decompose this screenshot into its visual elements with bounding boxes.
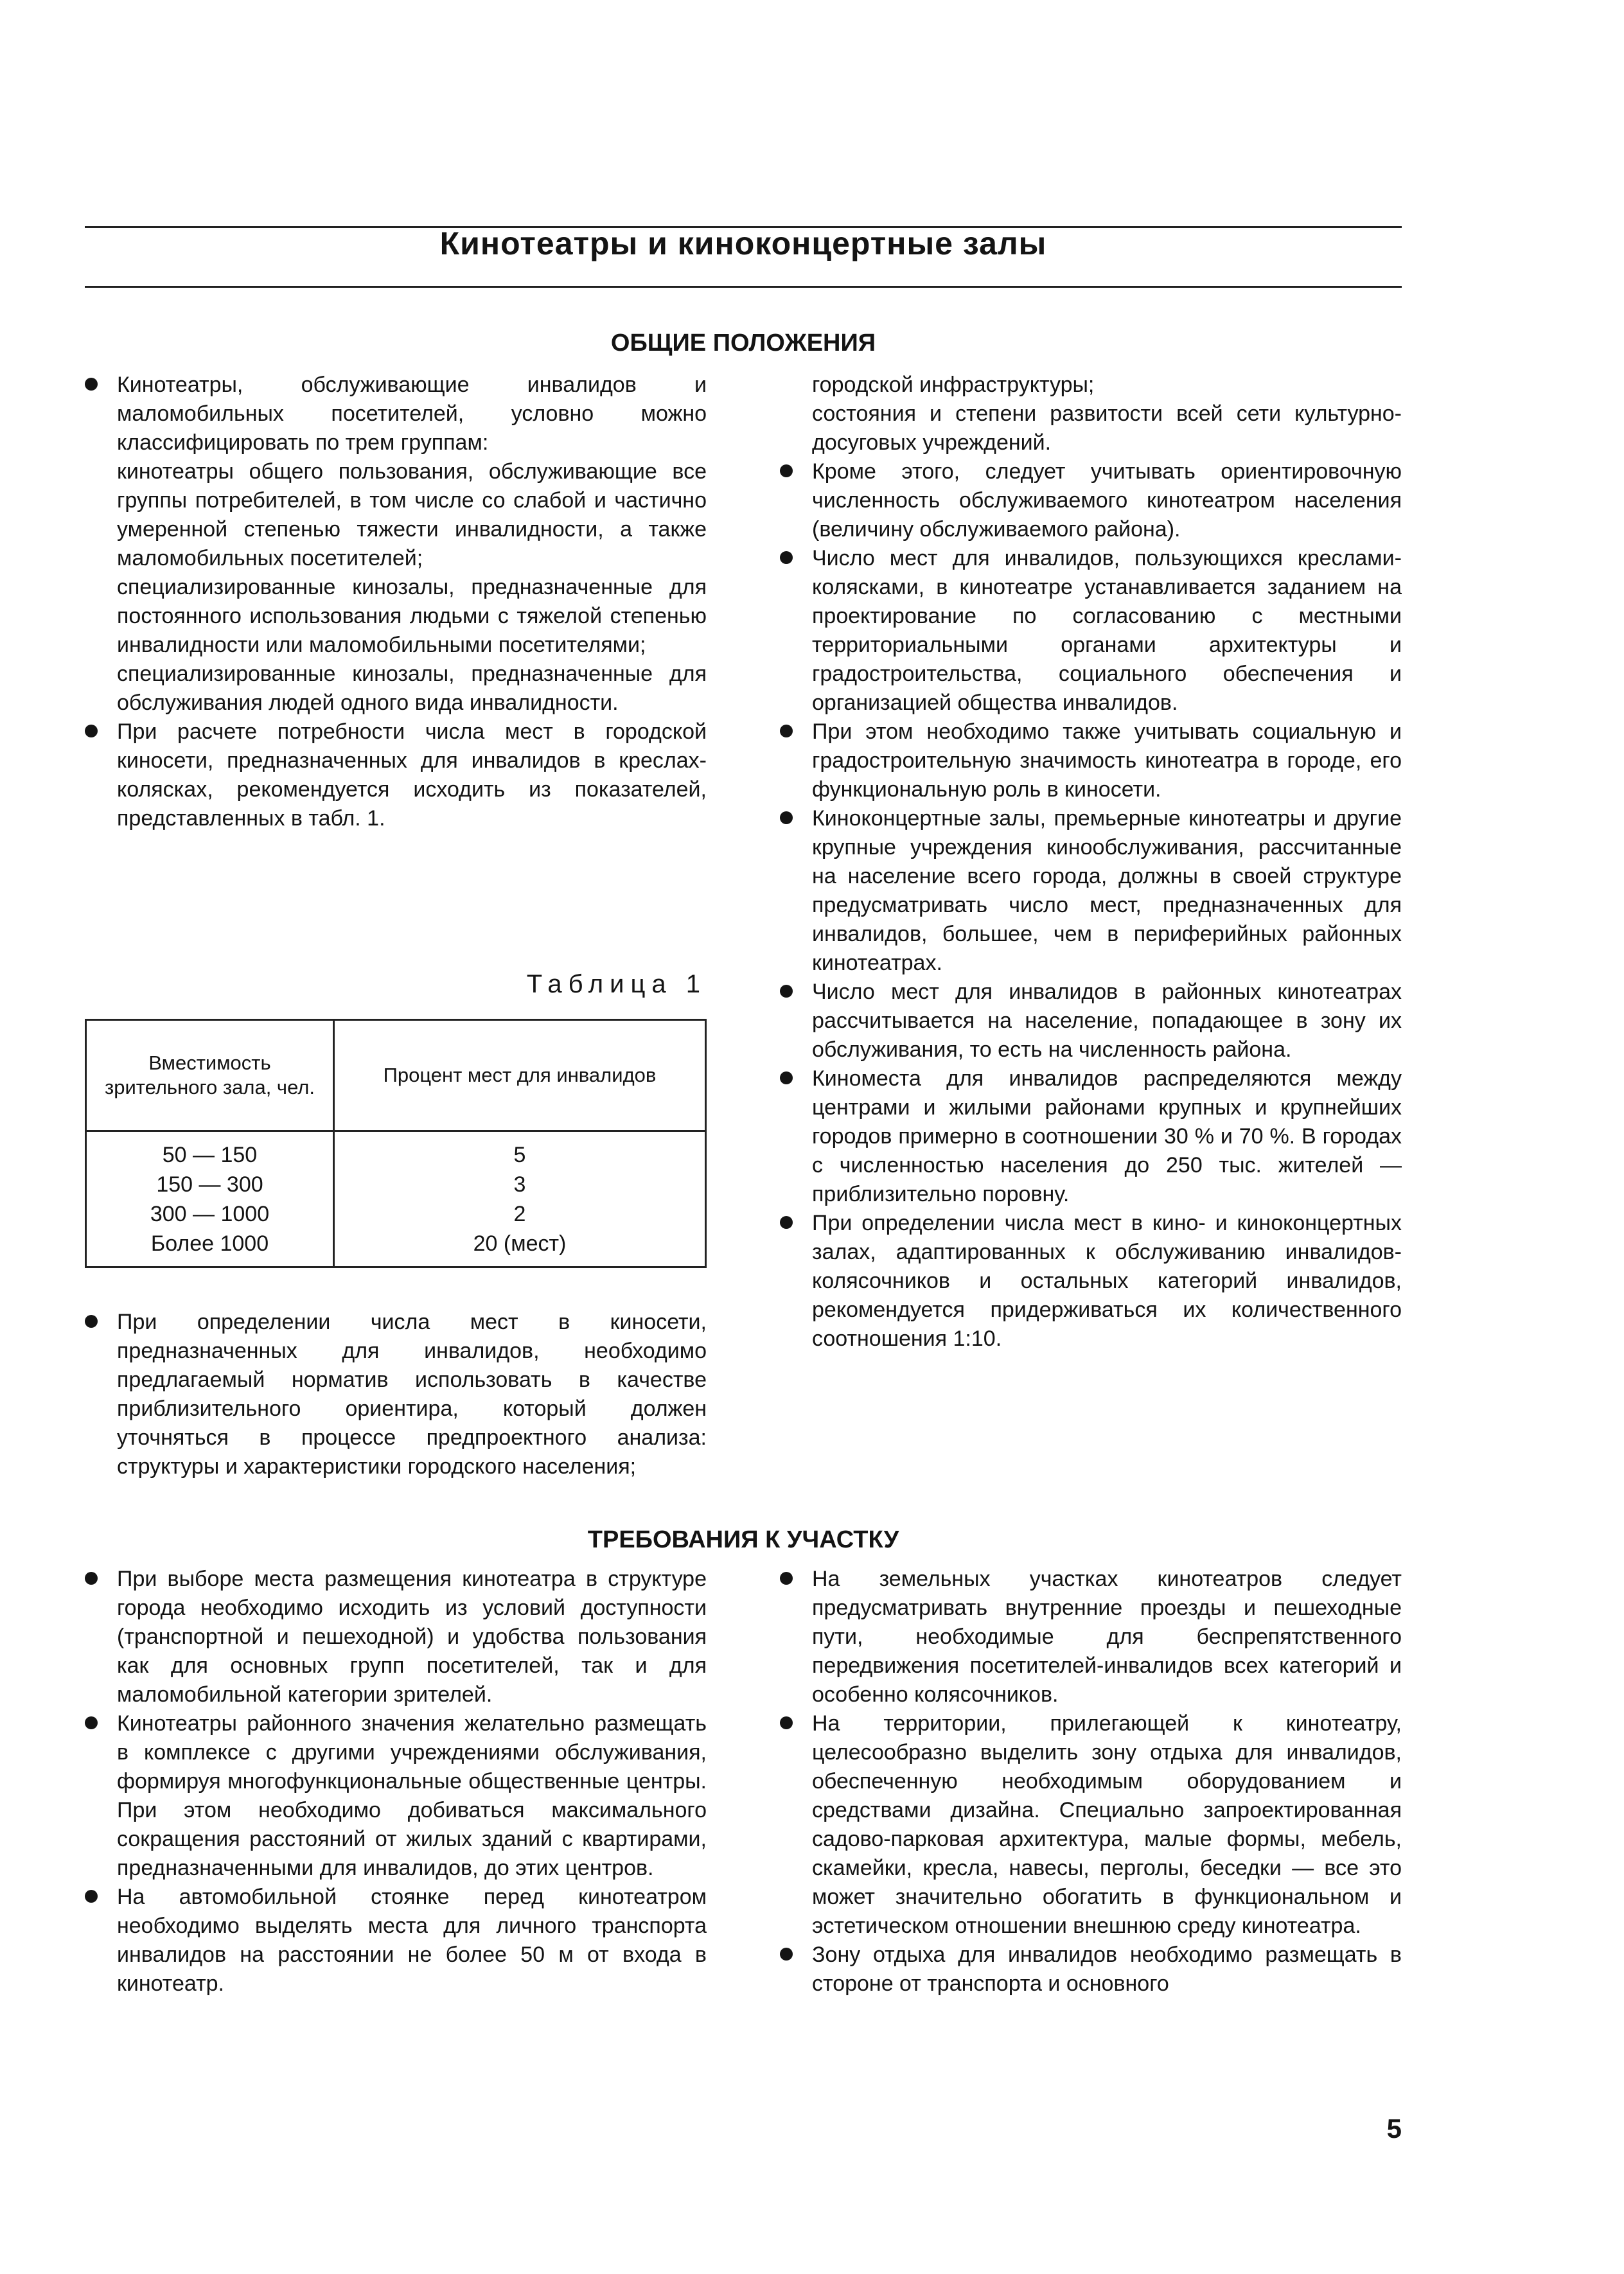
page-number: 5 xyxy=(1386,2113,1402,2144)
section-heading-site: ТРЕБОВАНИЯ К УЧАСТКУ xyxy=(587,1526,899,1553)
paragraph-text: При определении числа мест в киносети, предназначенных для инвалидов, необходимо предлагаемый норматив использовать в качестве приблизительного ориентира, который должен уточняться в процессе предпроектного анализа: структуры и характеристики городского населения; xyxy=(117,1310,707,1479)
bullet-paragraph xyxy=(780,1709,1402,1941)
bullet-icon xyxy=(780,811,793,824)
bullet-paragraph xyxy=(780,804,1402,978)
paragraph-text: Кроме этого, следует учитывать ориентировочную численность обслуживаемого кинотеатром населения (величину обслуживаемого района). xyxy=(812,459,1402,542)
table-cell-value: 3 xyxy=(513,1172,526,1197)
bullet-icon xyxy=(780,1716,793,1729)
bullet-paragraph xyxy=(780,544,1402,718)
bullet-paragraph xyxy=(780,1064,1402,1209)
table-percent-cell xyxy=(334,1131,706,1267)
bullet-icon xyxy=(780,985,793,998)
paragraph-text: состояния и степени развитости всей сети культурно-досуговых учреждений. xyxy=(812,401,1402,455)
bullet-paragraph xyxy=(780,1209,1402,1353)
paragraph-text: На земельных участках кинотеатров следует предусматривать внутренние проезды и пешеходные пути, необходимые для беспрепятственного передвижения посетителей-инвалидов всех категорий и особенно колясочников. xyxy=(812,1567,1402,1707)
paragraph-text: Число мест для инвалидов, пользующихся креслами-колясками, в кинотеатре устанавливается заданием на проектирование по согласованию с местными территориальными органами архитектуры и градостроительства, социального обеспечения и организацией общества инвалидов. xyxy=(812,546,1402,715)
paragraph-text: Число мест для инвалидов в районных кинотеатрах рассчитывается на население, попадающее в зону их обслуживания, то есть на численность района. xyxy=(812,980,1402,1062)
paragraph xyxy=(85,660,707,718)
paragraph xyxy=(85,457,707,573)
paragraph-text: Зону отдыха для инвалидов необходимо размещать в стороне от транспорта и основного xyxy=(812,1943,1402,1996)
section1-left-after-table xyxy=(85,1308,707,1481)
bullet-paragraph xyxy=(85,1883,707,1998)
bullet-paragraph xyxy=(85,1565,707,1709)
table-header-capacity: Вместимость зрительного зала, чел. xyxy=(86,1020,334,1131)
paragraph-text: На автомобильной стоянке перед кинотеатром необходимо выделять места для личного транспорта инвалидов на расстоянии не более 50 м от входа в кинотеатр. xyxy=(117,1885,707,1996)
capacity-table xyxy=(85,1019,707,1268)
bullet-icon xyxy=(780,725,793,737)
bullet-icon xyxy=(85,378,98,391)
section2-left-column xyxy=(85,1565,707,1998)
paragraph-text: При определении числа мест в кино- и киноконцертных залах, адаптированных к обслуживанию инвалидов-колясочников и остальных категорий инвалидов, рекомендуется придерживаться их количественного соотношения 1:10. xyxy=(812,1211,1402,1351)
table-header-percent: Процент мест для инвалидов xyxy=(334,1020,706,1131)
bullet-icon xyxy=(780,1216,793,1229)
bullet-paragraph xyxy=(780,978,1402,1064)
bullet-paragraph xyxy=(780,1941,1402,1998)
paragraph-text: городской инфраструктуры; xyxy=(812,373,1095,397)
bullet-icon xyxy=(780,1572,793,1585)
table-header-row xyxy=(86,1020,706,1131)
table-cell-value: 300 — 1000 xyxy=(150,1201,270,1226)
bullet-icon xyxy=(85,1716,98,1729)
paragraph-text: кинотеатры общего пользования, обслуживающие все группы потребителей, в том числе со слабой и частично умеренной степенью тяжести инвалидности, а также маломобильных посетителей; xyxy=(117,459,707,570)
bullet-paragraph xyxy=(85,371,707,457)
bullet-paragraph xyxy=(85,1709,707,1883)
bullet-icon xyxy=(85,1572,98,1585)
bullet-paragraph xyxy=(85,1308,707,1481)
paragraph-text: При расчете потребности числа мест в городской киносети, предназначенных для инвалидов в креслах-колясках, рекомендуется исходить из показателей, представленных в табл. 1. xyxy=(117,719,707,831)
section1-right-column xyxy=(780,371,1402,1353)
paragraph-text: Киноконцертные залы, премьерные кинотеатры и другие крупные учреждения кинообслуживания, рассчитанные на население всего города, должны в своей структуре предусматривать число мест, предназначенных для инвалидов, большее, чем в периферийных районных кинотеатрах. xyxy=(812,806,1402,975)
bullet-paragraph xyxy=(780,457,1402,544)
paragraph-text: Киноместа для инвалидов распределяются между центрами и жилыми районами крупных и крупнейших городов примерно в соотношении 30 % и 70 %. В городах с численностью населения до 250 тыс. жителей — приблизительно поровну. xyxy=(812,1066,1402,1206)
table-cell-value: 20 (мест) xyxy=(473,1231,567,1256)
bullet-paragraph xyxy=(85,718,707,833)
bullet-icon xyxy=(780,551,793,564)
paragraph-text: Кинотеатры районного значения желательно размещать в комплексе с другими учреждениями обслуживания, формируя многофункциональные общественные центры. При этом необходимо добиваться максимального сокращения расстояний от жилых зданий с квартирами, предназначенными для инвалидов, до этих центров. xyxy=(117,1711,707,1880)
bullet-icon xyxy=(780,1948,793,1961)
bullet-icon xyxy=(85,1315,98,1328)
bullet-paragraph xyxy=(780,1565,1402,1709)
page-title: Кинотеатры и киноконцертные залы xyxy=(439,225,1047,261)
bullet-icon xyxy=(85,1890,98,1903)
paragraph-text: При выборе места размещения кинотеатра в структуре города необходимо исходить из условий доступности (транспортной и пешеходной) и удобства пользования как для основных групп посетителей, так и для маломобильной категории зрителей. xyxy=(117,1567,707,1707)
bullet-icon xyxy=(780,1071,793,1084)
table-cell-value: 150 — 300 xyxy=(156,1172,263,1197)
paragraph-text: На территории, прилегающей к кинотеатру, целесообразно выделить зону отдыха для инвалидов, обеспеченную необходимым оборудованием и средствами дизайна. Специально запроектированная садово-парковая архитектура, малые формы, мебель, скамейки, кресла, навесы, перголы, беседки — все это может значительно обогатить в функциональном и эстетическом отношении внешнюю среду кинотеатра. xyxy=(812,1711,1402,1938)
section2-right-column xyxy=(780,1565,1402,1998)
section-heading-general: ОБЩИЕ ПОЛОЖЕНИЯ xyxy=(610,330,876,357)
paragraph-text: При этом необходимо также учитывать социальную и градостроительную значимость кинотеатра в городе, его функциональную роль в киносети. xyxy=(812,719,1402,802)
paragraph xyxy=(780,371,1402,400)
table-cell-value: 2 xyxy=(513,1201,526,1226)
table-caption: Таблица 1 xyxy=(526,970,707,998)
title-rule-bottom xyxy=(85,286,1402,288)
bullet-icon xyxy=(780,464,793,477)
bullet-paragraph xyxy=(780,718,1402,804)
table-cell-value: 5 xyxy=(513,1142,526,1167)
table-body-row xyxy=(86,1131,706,1267)
table-cell-value: 50 — 150 xyxy=(162,1142,258,1167)
paragraph xyxy=(85,573,707,660)
table-cell-value: Более 1000 xyxy=(150,1231,269,1256)
bullet-icon xyxy=(85,725,98,737)
paragraph-text: специализированные кинозалы, предназначенные для постоянного использования людьми с тяжелой степенью инвалидности или маломобильными посетителями; xyxy=(117,575,707,657)
paragraph xyxy=(780,400,1402,457)
table-capacity-cell xyxy=(86,1131,334,1267)
section1-left-column xyxy=(85,371,707,833)
paragraph-text: Кинотеатры, обслуживающие инвалидов и маломобильных посетителей, условно можно классифицировать по трем группам: xyxy=(117,373,707,455)
paragraph-text: специализированные кинозалы, предназначенные для обслуживания людей одного вида инвалидности. xyxy=(117,662,707,715)
